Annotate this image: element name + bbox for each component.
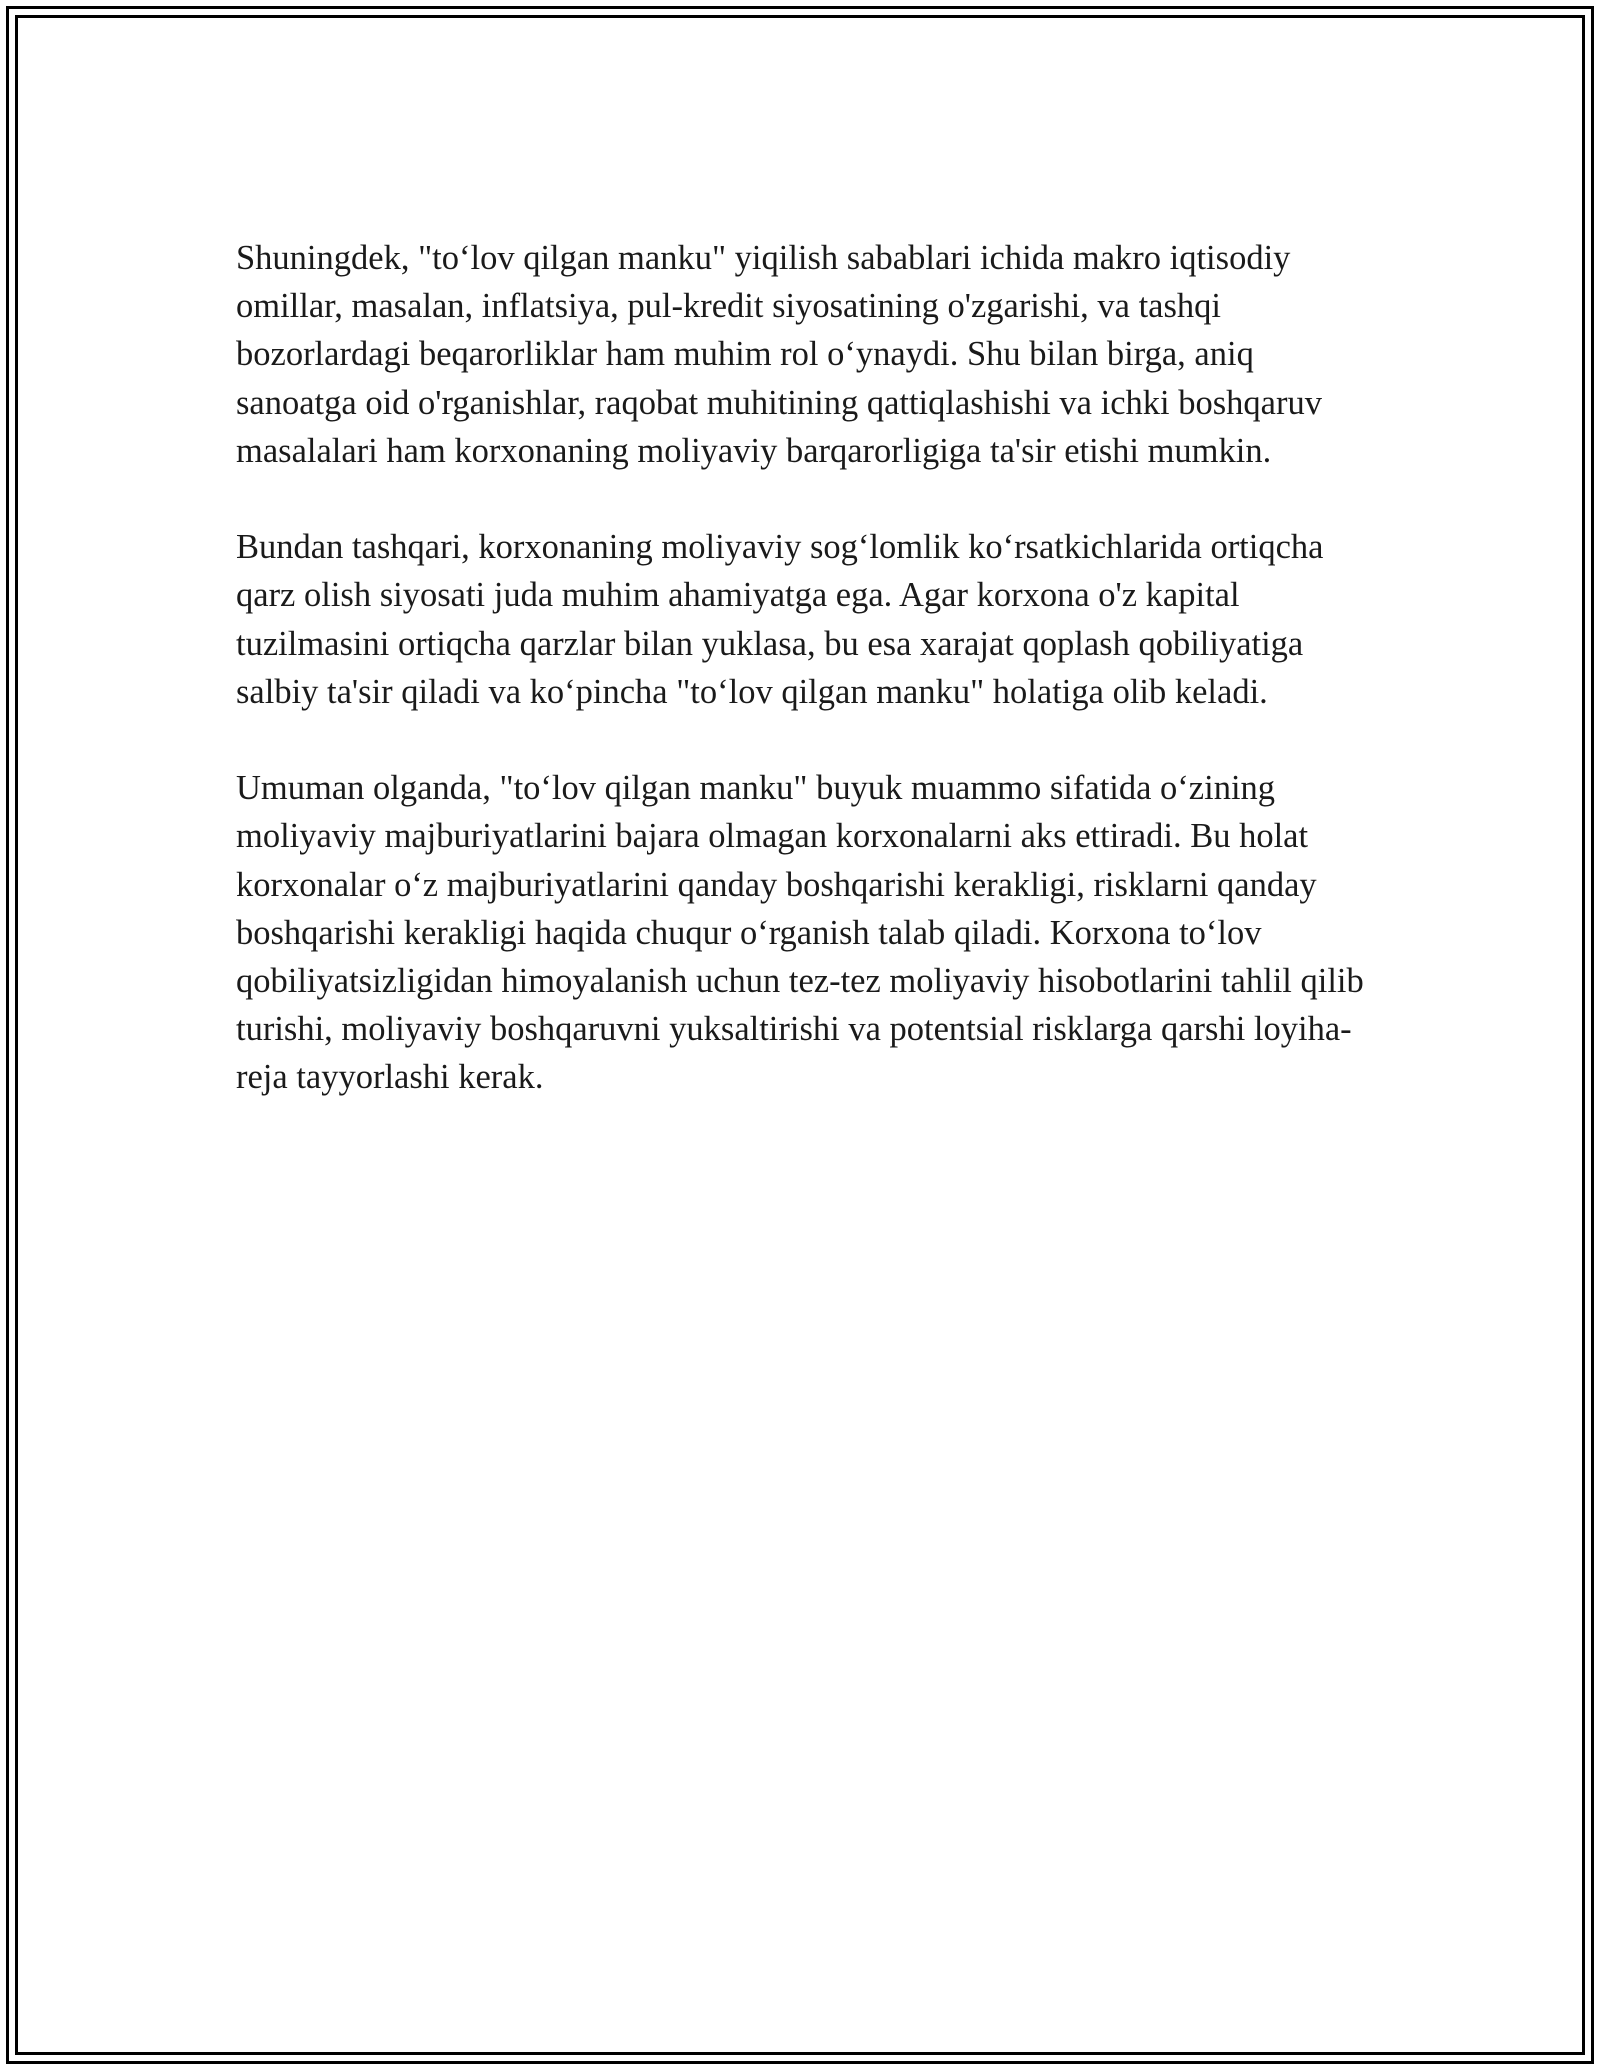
document-body xyxy=(236,234,1366,1150)
paragraph-3: Umuman olganda, "to‘lov qilgan manku" buyuk muammo sifatida o‘zining moliyaviy majburiyatlarini bajara olmagan korxonalarni aks ettiradi. Bu holat korxonalar o‘z majburiyatlarini qanday boshqarishi kerakligi, risklarni qanday boshqarishi kerakligi haqida chuqur o‘rganish talab qiladi. Korxona to‘lov qobiliyatsizligidan himoyalanish uchun tez-tez moliyaviy hisobotlarini tahlil qilib turishi, moliyaviy boshqaruvni yuksaltirishi va potentsial risklarga qarshi loyiha-reja tayyorlashi kerak. xyxy=(236,769,1364,1097)
paragraph-2: Bundan tashqari, korxonaning moliyaviy sog‘lomlik ko‘rsatkichlarida ortiqcha qarz olish siyosati juda muhim ahamiyatga ega. Agar korxona o'z kapital tuzilmasini ortiqcha qarzlar bilan yuklasa, bu esa xarajat qoplash qobiliyatiga salbiy ta'sir qiladi va ko‘pincha "to‘lov qilgan manku" holatiga olib keladi. xyxy=(236,528,1324,711)
paragraph-1: Shuningdek, "to‘lov qilgan manku" yiqilish sabablari ichida makro iqtisodiy omillar, masalan, inflatsiya, pul-kredit siyosatining o'zgarishi, va tashqi bozorlardagi beqarorliklar ham muhim rol o‘ynaydi. Shu bilan birga, aniq sanoatga oid o'rganishlar, raqobat muhitining qattiqlashishi va ichki boshqaruv masalalari ham korxonaning moliyaviy barqarorligiga ta'sir etishi mumkin. xyxy=(236,239,1322,470)
